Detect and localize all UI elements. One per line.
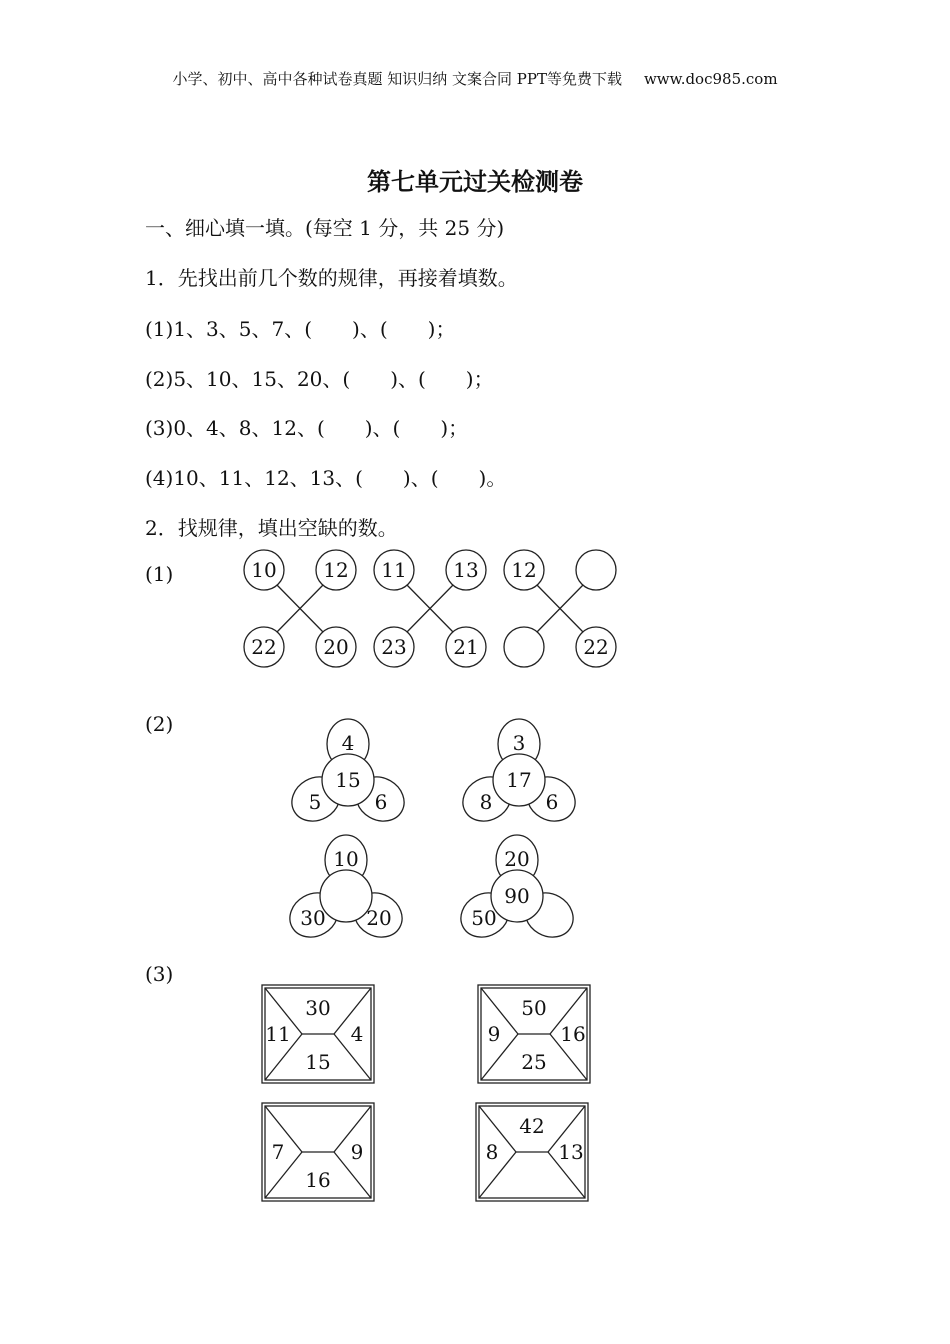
flower-number: 17 (506, 768, 532, 792)
header-text: 小学、初中、高中各种试卷真题 知识归纳 文案合同 PPT等免费下载 (172, 70, 622, 88)
flower-figure (453, 835, 581, 946)
flower-number: 30 (300, 906, 326, 930)
flower-figure (455, 719, 583, 830)
cross-number: 13 (453, 558, 479, 582)
square-figure (478, 985, 590, 1083)
cross-number: 21 (453, 635, 479, 659)
flower-number: 15 (335, 768, 361, 792)
cross-number: 12 (511, 558, 537, 582)
square-number: 11 (265, 1022, 291, 1046)
flower-number: 20 (504, 847, 530, 871)
flower-number: 90 (504, 884, 530, 908)
cross-number: 20 (323, 635, 349, 659)
square-number: 16 (560, 1022, 586, 1046)
cross-figure (504, 550, 616, 667)
square-number: 42 (519, 1114, 545, 1138)
part-3-label: (3) (145, 962, 174, 986)
square-number: 16 (305, 1168, 331, 1192)
flower-number: 6 (374, 790, 388, 814)
question-2-prompt: 2．找规律，填出空缺的数。 (145, 516, 398, 540)
square-number: 9 (487, 1022, 501, 1046)
square-figure (476, 1103, 588, 1201)
page-title: 第七单元过关检测卷 (367, 168, 583, 196)
square-number: 13 (558, 1140, 584, 1164)
question-1-prompt: 1．先找出前几个数的规律，再接着填数。 (145, 266, 518, 290)
cross-number: 22 (251, 635, 277, 659)
flower-number: 8 (479, 790, 493, 814)
header-site: www.doc985.com (643, 70, 778, 88)
flower-number: 4 (341, 731, 355, 755)
square-number: 7 (271, 1140, 285, 1164)
flower-number: 3 (512, 731, 526, 755)
flower-number: 10 (333, 847, 359, 871)
flower-figure (282, 835, 410, 946)
flower-figure (284, 719, 412, 830)
square-number: 50 (521, 996, 547, 1020)
cross-number: 12 (323, 558, 349, 582)
question-1-item: (1)1、3、5、7、( )、( )； (145, 317, 456, 341)
flower-number: 6 (545, 790, 559, 814)
square-number: 9 (350, 1140, 364, 1164)
part-2-label: (2) (145, 712, 174, 736)
cross-number: 10 (251, 558, 277, 582)
square-figure (262, 1103, 374, 1201)
cross-number: 22 (583, 635, 609, 659)
question-1-item: (3)0、4、8、12、( )、( )； (145, 416, 469, 440)
part-1-label: (1) (145, 562, 174, 586)
square-number: 15 (305, 1050, 331, 1074)
question-1-item: (2)5、10、15、20、( )、( )； (145, 367, 494, 391)
cross-number: 11 (381, 558, 407, 582)
cross-figure (244, 550, 356, 667)
square-number: 4 (350, 1022, 364, 1046)
flower-number: 20 (366, 906, 392, 930)
cross-figure (374, 550, 486, 667)
square-number: 8 (485, 1140, 499, 1164)
square-number: 25 (521, 1050, 547, 1074)
square-figure (262, 985, 374, 1083)
square-number: 30 (305, 996, 331, 1020)
flower-number: 50 (471, 906, 497, 930)
flower-number: 5 (308, 790, 322, 814)
section-heading: 一、细心填一填。(每空 1 分，共 25 分) (145, 216, 505, 240)
cross-number: 23 (381, 635, 407, 659)
question-1-item: (4)10、11、12、13、( )、( )。 (145, 466, 507, 490)
